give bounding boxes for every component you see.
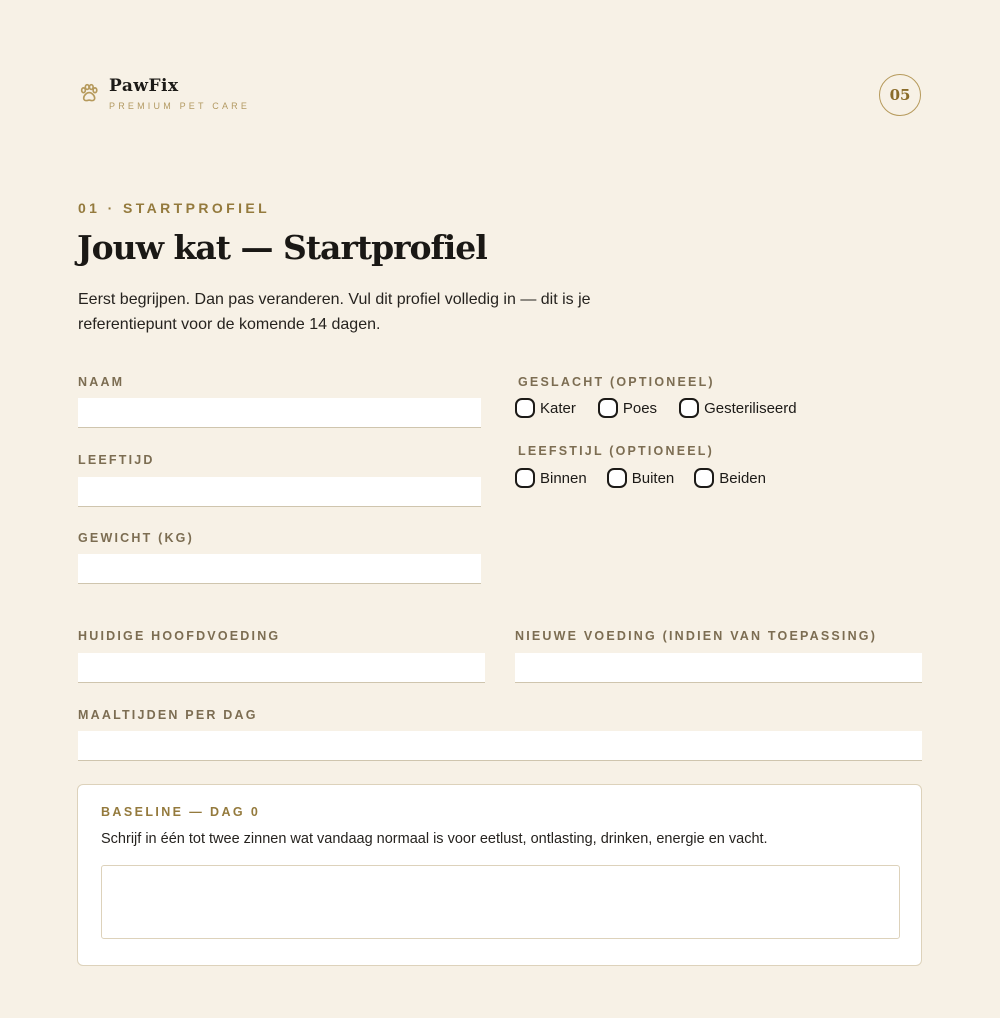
paw-icon — [78, 82, 100, 104]
checkbox[interactable] — [679, 398, 699, 418]
leeftijd-input[interactable] — [78, 477, 481, 507]
page-title: Jouw kat — Startprofiel — [77, 228, 487, 267]
leefstijl-option-beiden[interactable] — [694, 468, 766, 488]
checkbox-label: Kater — [540, 399, 576, 417]
checkbox-label: Beiden — [719, 469, 766, 487]
naam-input[interactable] — [78, 398, 481, 428]
checkbox[interactable] — [515, 468, 535, 488]
leefstijl-label: LEEFSTIJL (OPTIONEEL) — [518, 444, 714, 458]
checkbox[interactable] — [598, 398, 618, 418]
geslacht-option-gesteriliseerd[interactable] — [679, 398, 797, 418]
baseline-title: BASELINE — DAG 0 — [101, 805, 261, 819]
leefstijl-option-binnen[interactable] — [515, 468, 587, 488]
maaltijden-input[interactable] — [78, 731, 922, 761]
checkbox[interactable] — [607, 468, 627, 488]
leefstijl-option-buiten[interactable] — [607, 468, 675, 488]
geslacht-option-poes[interactable] — [598, 398, 657, 418]
naam-label: NAAM — [78, 375, 125, 389]
baseline-card — [77, 784, 922, 966]
geslacht-options — [515, 398, 797, 418]
brand-header — [78, 76, 250, 112]
checkbox[interactable] — [515, 398, 535, 418]
baseline-description: Schrijf in één tot twee zinnen wat vandaag normaal is voor eetlust, ontlasting, drinken, energie en vacht. — [101, 831, 768, 847]
leefstijl-options — [515, 468, 766, 488]
checkbox[interactable] — [694, 468, 714, 488]
brand-block — [109, 76, 250, 112]
baseline-textarea[interactable] — [101, 865, 900, 939]
checkbox-label: Gesteriliseerd — [704, 399, 797, 417]
hoofdvoeding-input[interactable] — [78, 653, 485, 683]
brand-tagline: PREMIUM PET CARE — [109, 101, 251, 111]
geslacht-option-kater[interactable] — [515, 398, 576, 418]
maaltijden-label: MAALTIJDEN PER DAG — [78, 708, 258, 722]
intro-text: Eerst begrijpen. Dan pas veranderen. Vul dit profiel volledig in — dit is je referentiepunt voor de komende 14 dagen. — [78, 291, 591, 333]
checkbox-label: Binnen — [540, 469, 587, 487]
gewicht-input[interactable] — [78, 554, 481, 584]
leeftijd-label: LEEFTIJD — [78, 453, 155, 467]
geslacht-label: GESLACHT (OPTIONEEL) — [518, 375, 715, 389]
section-eyebrow: 01 · STARTPROFIEL — [78, 200, 271, 216]
page-number-badge: 05 — [879, 74, 921, 116]
gewicht-label: GEWICHT (KG) — [78, 531, 194, 545]
nieuwe-voeding-label: NIEUWE VOEDING (INDIEN VAN TOEPASSING) — [515, 629, 878, 643]
checkbox-label: Poes — [622, 399, 658, 417]
nieuwe-voeding-input[interactable] — [515, 653, 922, 683]
hoofdvoeding-label: HUIDIGE HOOFDVOEDING — [78, 629, 281, 643]
brand-name: PawFix — [109, 76, 179, 96]
checkbox-label: Buiten — [631, 469, 675, 487]
